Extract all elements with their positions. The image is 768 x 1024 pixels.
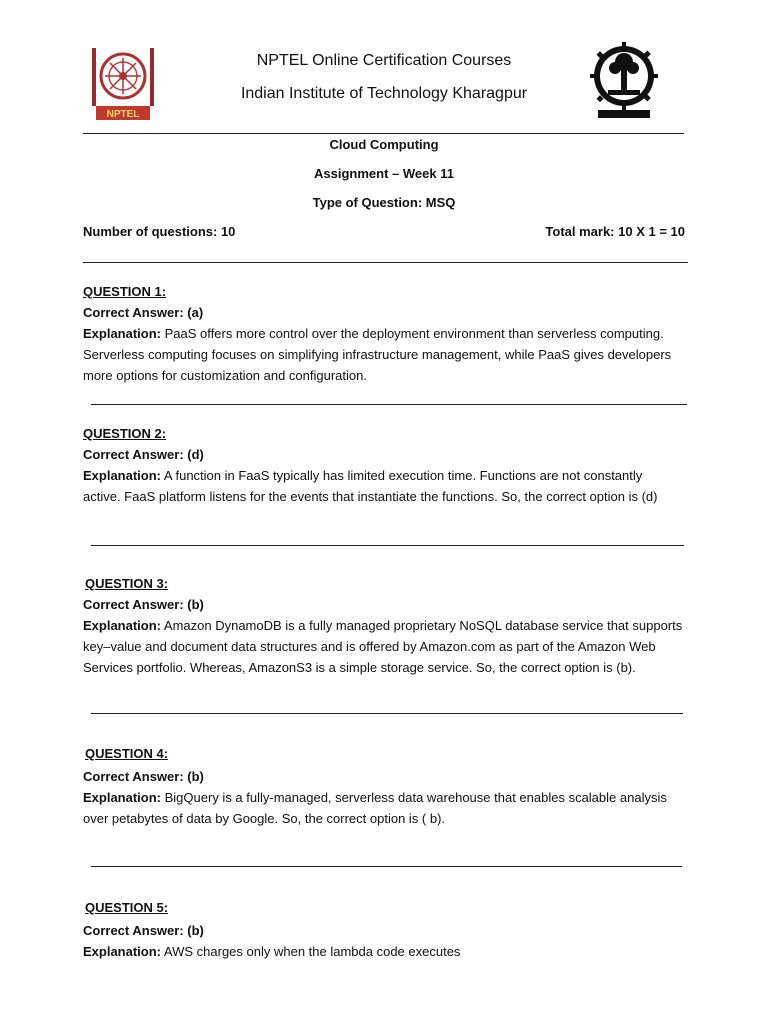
explanation-text: AWS charges only when the lambda code executes bbox=[161, 944, 461, 959]
explanation-text: Amazon DynamoDB is a fully managed proprietary NoSQL database service that supports key–value and document data structures and is offered by Amazon.com as part of the Amazon Web Services portfolio. Whereas, AmazonS3 is a simple storage service. So, the correct option is (b). bbox=[83, 618, 683, 675]
question-title: QUESTION 3: bbox=[85, 576, 169, 591]
question-title: QUESTION 4: bbox=[85, 746, 169, 761]
total-mark: Total mark: 10 X 1 = 10 bbox=[545, 224, 685, 239]
question-block bbox=[85, 897, 685, 918]
section-divider bbox=[83, 262, 688, 263]
org-name-line1: NPTEL Online Certification Courses bbox=[256, 52, 512, 69]
question-divider bbox=[91, 866, 682, 867]
correct-answer: Correct Answer: (b) bbox=[83, 769, 204, 784]
explanation bbox=[83, 941, 683, 962]
explanation-label: Explanation: bbox=[83, 468, 162, 483]
question-title: QUESTION 2: bbox=[83, 426, 167, 441]
question-block bbox=[85, 573, 685, 594]
explanation-text: BigQuery is a fully-managed, serverless data warehouse that enables scalable analysis over petabytes of data by Google. So, the correct option is ( b). bbox=[83, 790, 667, 826]
course-title: Cloud Computing bbox=[329, 137, 439, 152]
number-of-questions: Number of questions: 10 bbox=[83, 224, 236, 239]
explanation bbox=[83, 615, 683, 678]
question-body bbox=[83, 920, 683, 962]
explanation bbox=[83, 787, 683, 829]
question-divider bbox=[91, 713, 683, 714]
correct-answer: Correct Answer: (b) bbox=[83, 597, 204, 612]
explanation-label: Explanation: bbox=[83, 790, 162, 805]
explanation-text: A function in FaaS typically has limited execution time. Functions are not constantly active. FaaS platform listens for the events that instantiate the functions. So, the correct option is (d) bbox=[83, 468, 658, 504]
question-title: QUESTION 5: bbox=[85, 900, 169, 915]
explanation bbox=[83, 465, 683, 507]
question-type: Type of Question: MSQ bbox=[312, 195, 456, 210]
explanation-label: Explanation: bbox=[83, 618, 162, 633]
question-title: QUESTION 1: bbox=[83, 284, 167, 299]
question-body bbox=[83, 766, 683, 829]
explanation-label: Explanation: bbox=[83, 944, 162, 959]
correct-answer: Correct Answer: (b) bbox=[83, 923, 204, 938]
question-divider bbox=[91, 545, 684, 546]
correct-answer: Correct Answer: (d) bbox=[83, 447, 204, 462]
question-block bbox=[85, 743, 685, 764]
explanation-text: PaaS offers more control over the deployment environment than serverless computing. Serverless computing focuses on simplifying infrastructure management, while PaaS gives developers more options for customization and configuration. bbox=[83, 326, 672, 383]
explanation-label: Explanation: bbox=[83, 326, 162, 341]
question-block bbox=[83, 423, 683, 507]
explanation bbox=[83, 323, 683, 386]
nptel-logo-text: NPTEL bbox=[106, 109, 140, 120]
question-body bbox=[83, 594, 683, 678]
assignment-title: Assignment – Week 11 bbox=[314, 166, 454, 181]
question-divider bbox=[91, 404, 687, 405]
question-block bbox=[83, 281, 683, 386]
org-name-line2: Indian Institute of Technology Kharagpur bbox=[240, 85, 528, 102]
header-divider bbox=[83, 133, 684, 134]
correct-answer: Correct Answer: (a) bbox=[83, 305, 204, 320]
